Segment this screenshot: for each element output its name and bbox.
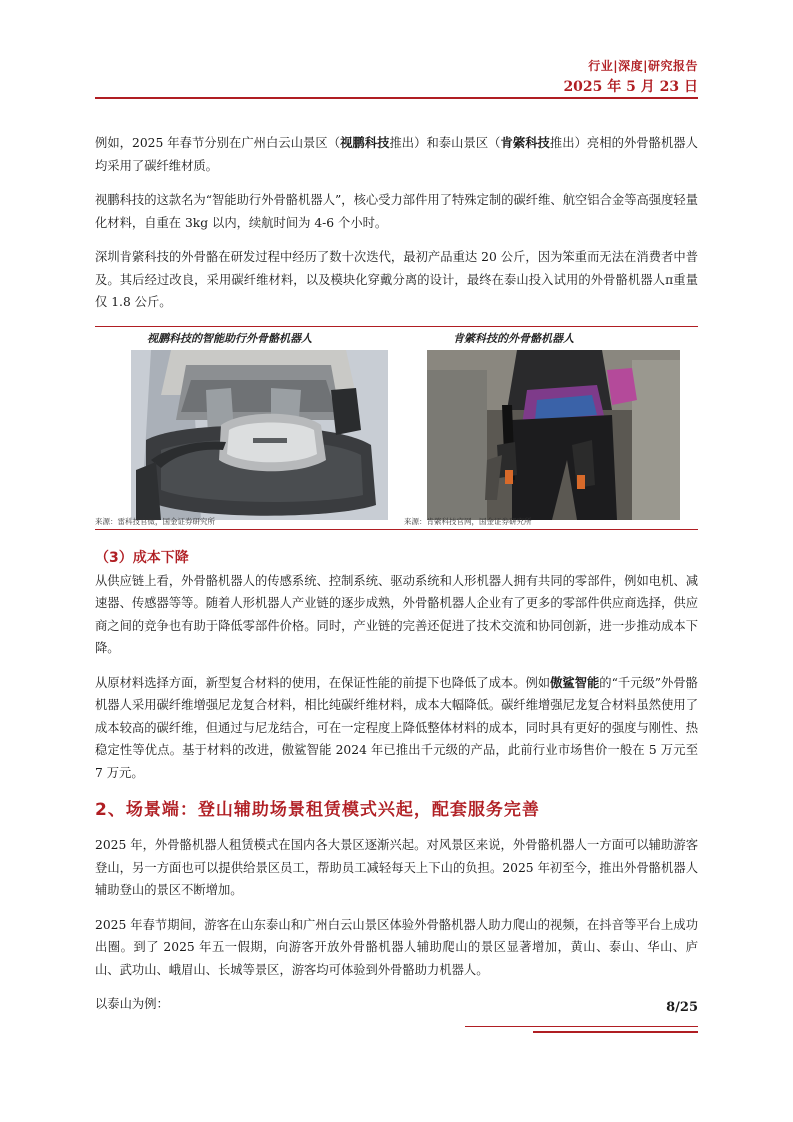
section-title: 2、场景端：登山辅助场景租赁模式兴起，配套服务完善	[95, 800, 540, 820]
figure-source-right: 来源：肯綮科技官网，国金证券研究所	[404, 516, 532, 526]
footer-rule-thick	[533, 1031, 698, 1033]
report-date: 2025 年 5 月 23 日	[563, 79, 698, 95]
report-type-label: 行业|深度|研究报告	[588, 59, 698, 73]
scenario-paragraphs	[95, 834, 698, 1016]
body-paragraph: 视鹏科技的这款名为“智能助行外骨骼机器人”，核心受力部件用了特殊定制的碳纤维、航空铝合金等高强度轻量化材料，自重在 3kg 以内，续航时间为 4-6 个小时。	[95, 193, 698, 230]
figure-source-left: 来源：雷科技官微，国金证券研究所	[95, 516, 215, 526]
figure-bottom-rule	[95, 529, 698, 530]
figure-top-rule	[95, 326, 698, 327]
body-paragraph: 例如，2025 年春节分别在广州白云山景区（视鹏科技推出）和泰山景区（肯綮科技推出）亮相的外骨骼机器人均采用了碳纤维材质。	[95, 135, 698, 173]
intro-paragraphs	[95, 132, 698, 314]
photo-waist-exoskeleton	[131, 350, 388, 520]
body-paragraph: 2025 年，外骨骼机器人租赁模式在国内各大景区逐渐兴起。对风景区来说，外骨骼机器人一方面可以辅助游客登山，另一方面也可以提供给景区员工，帮助员工减轻每天上下山的负担。2025 年初至今，推出外骨骼机器人辅助登山的景区不断增加。	[95, 838, 698, 897]
body-paragraph: 从供应链上看，外骨骼机器人的传感系统、控制系统、驱动系统和人形机器人拥有共同的零部件，例如电机、减速器、传感器等等。随着人形机器人产业链的逐步成熟，外骨骼机器人企业有了更多的零部件供应商选择，供应商之间的竞争也有助于降低零部件价格。同时，产业链的完善还促进了技术交流和协同创新，进一步推动成本下降。	[95, 573, 698, 655]
subsection-title: （3）成本下降	[95, 549, 189, 566]
photo-leg-exoskeleton	[427, 350, 680, 520]
header-divider	[95, 97, 698, 99]
figure-caption-right: 肯綮科技的外骨骼机器人	[453, 331, 574, 345]
figure-exoskeleton-photos	[95, 326, 698, 532]
body-paragraph: 从原材料选择方面，新型复合材料的使用，在保证性能的前提下也降低了成本。例如傲鲨智能的“千元级”外骨骼机器人采用碳纤维增强尼龙复合材料，相比纯碳纤维材料，成本大幅降低。碳纤维增强尼龙复合材料虽然使用了成本较高的碳纤维，但通过与尼龙结合，可在一定程度上降低整体材料的成本，同时具有更好的强度与刚性、热稳定性等优点。基于材料的改进，傲鲨智能 2024 年已推出千元级的产品，此前行业市场售价一般在 5 万元至 7 万元。	[95, 674, 698, 780]
body-paragraph: 2025 年春节期间，游客在山东泰山和广州白云山景区体验外骨骼机器人助力爬山的视频，在抖音等平台上成功出圈。到了 2025 年五一假期，向游客开放外骨骼机器人辅助爬山的景区显著增加，黄山、泰山、华山、庐山、武功山、峨眉山、长城等景区，游客均可体验到外骨骼助力机器人。	[95, 917, 698, 977]
footer-rule-thin	[465, 1026, 698, 1027]
cost-paragraphs	[95, 570, 698, 785]
figure-caption-left: 视鹏科技的智能助行外骨骼机器人	[147, 331, 312, 345]
body-paragraph: 以泰山为例：	[95, 997, 169, 1011]
main-content	[95, 132, 698, 1028]
page-number: 8/25	[666, 1000, 698, 1015]
body-paragraph: 深圳肯綮科技的外骨骼在研发过程中经历了数十次迭代，最初产品重达 20 公斤，因为笨重而无法在消费者中普及。其后经过改良，采用碳纤维材料，以及模块化穿戴分离的设计，最终在泰山投入试用的外骨骼机器人π重量仅 1.8 公斤。	[95, 250, 698, 309]
